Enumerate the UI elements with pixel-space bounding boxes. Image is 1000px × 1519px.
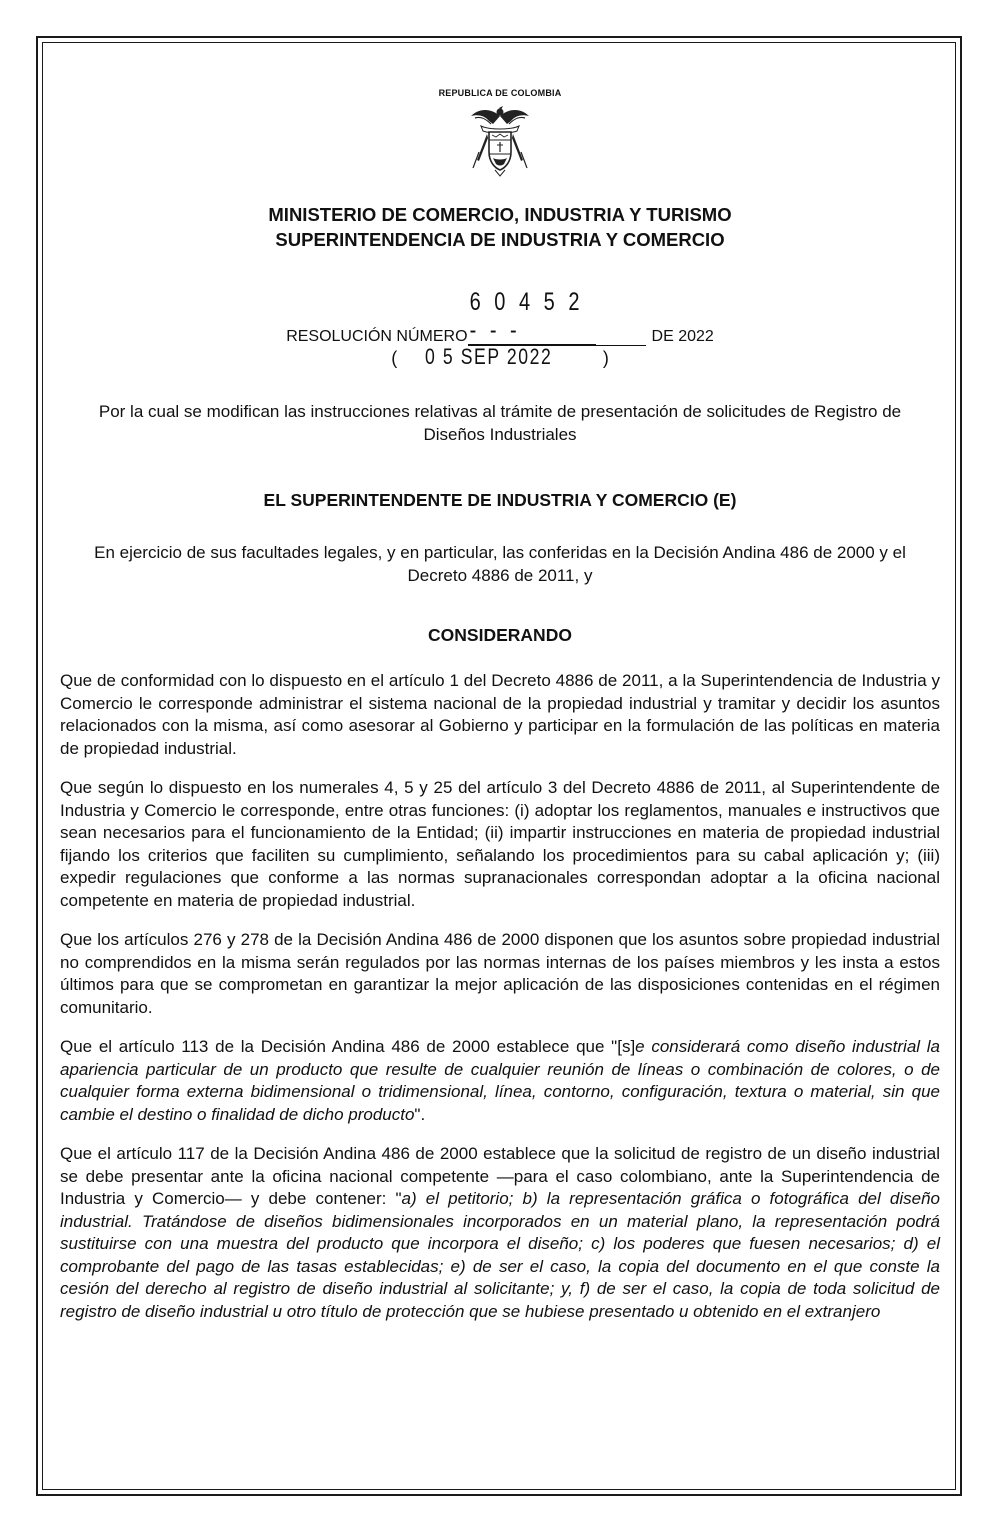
date-stamp: 0 5 SEP 2022	[425, 344, 553, 369]
paragraph-4-quote: e considerará como diseño industrial la apariencia particular de un producto que resulte de cualquier reunión de líneas o combinación de colores, o de cualquier forma externa bidimensional o tridimensional, línea, contorno, configuración, textura o material, sin que cambie el destino o finalidad de dicho producto	[60, 1037, 941, 1124]
ministry-name: MINISTERIO DE COMERCIO, INDUSTRIA Y TURISMO	[268, 204, 732, 225]
resolution-year: DE 2022	[651, 328, 714, 345]
considering-paragraph-2: Que según lo dispuesto en los numerales 4, 5 y 25 del artículo 3 del Decreto 4886 de 2011, al Superintendente de Industria y Comercio le corresponde, entre otras funciones: (i) adoptar los reglamentos, manuales e instructivos que sean necesarios para el funcionamiento de la Entidad; (ii) impartir instrucciones en materia de propiedad industrial fijando los criterios que faciliten su cumplimiento, señalando los procedimientos para su cabal aplicación y; (iii) expedir regulaciones que conforme a las normas supranacionales correspondan adoptar a la oficina nacional competente en materia de propiedad industrial.	[60, 778, 940, 910]
ministry-heading	[60, 202, 940, 252]
considering-heading: CONSIDERANDO	[428, 625, 572, 645]
paragraph-5-text: Que el artículo 117 de la Decisión Andina 486 de 2000 establece que la solicitud de registro de un diseño industrial se debe presentar ante la oficina nacional competente —para el caso colombiano, ante la Superintendencia de Industria y Comercio— y debe contener: "	[60, 1144, 940, 1208]
resolution-number: 6 0 4 5 2 - - -	[468, 288, 596, 345]
resolution-number-field	[468, 288, 646, 346]
resolution-label: RESOLUCIÓN NÚMERO	[286, 328, 468, 345]
resolution-subject: Por la cual se modifican las instrucciones relativas al trámite de presentación de solicitudes de Registro de Diseños Industriales	[98, 402, 902, 444]
superintendency-name: SUPERINTENDENCIA DE INDUSTRIA Y COMERCIO	[275, 229, 725, 250]
paragraph-4-end: ".	[414, 1104, 426, 1124]
paragraph-5-quote: a) el petitorio; b) la representación gráfica o fotográfica del diseño industrial. Tratándose de diseños bidimensionales incorporados en un material plano, la representación podrá sustituirse con una muestra del producto que incorpora el diseño; c) los poderes que fuesen necesarios; d) el comprobante del pago de las tasas establecidas; e) de ser el caso, la copia del documento en el que conste la cesión del derecho al registro de diseño industrial al solicitante; y, f) de ser el caso, la copia de toda solicitud de registro de diseño industrial u otro título de protección que se hubiese presentado u obtenido en el extranjero	[60, 1189, 940, 1321]
authority-heading: EL SUPERINTENDENTE DE INDUSTRIA Y COMERCIO (E)	[263, 490, 737, 510]
powers-statement: En ejercicio de sus facultades legales, y en particular, las conferidas en la Decisión Andina 486 de 2000 y el Decreto 4886 de 2011, y	[94, 543, 906, 585]
republic-label: REPUBLICA DE COLOMBIA	[438, 88, 562, 98]
considering-paragraph-1: Que de conformidad con lo dispuesto en el artículo 1 del Decreto 4886 de 2011, a la Superintendencia de Industria y Comercio le corresponde administrar el sistema nacional de la propiedad industrial y tramitar y decidir los asuntos relacionados con la misma, así como asesorar al Gobierno y participar en la formulación de las políticas en materia de propiedad industrial.	[60, 671, 940, 758]
considering-paragraph-4	[60, 1036, 940, 1126]
date-close-paren: )	[602, 348, 609, 368]
document-body	[60, 88, 940, 1323]
resolution-line	[60, 288, 940, 345]
colombia-coat-of-arms-icon	[469, 102, 531, 178]
considering-paragraph-5	[60, 1143, 940, 1323]
resolution-date	[60, 344, 940, 370]
date-open-paren: (	[391, 348, 398, 368]
considering-paragraph-3: Que los artículos 276 y 278 de la Decisión Andina 486 de 2000 disponen que los asuntos sobre propiedad industrial no comprendidos en la misma serán regulados por las normas internas de los países miembros y les insta a estos últimos para que se comprometan en garantizar la mejor aplicación de las disposiciones contenidas en el régimen comunitario.	[60, 930, 940, 1017]
paragraph-4-text: Que el artículo 113 de la Decisión Andina 486 de 2000 establece que "[s]	[60, 1037, 636, 1056]
